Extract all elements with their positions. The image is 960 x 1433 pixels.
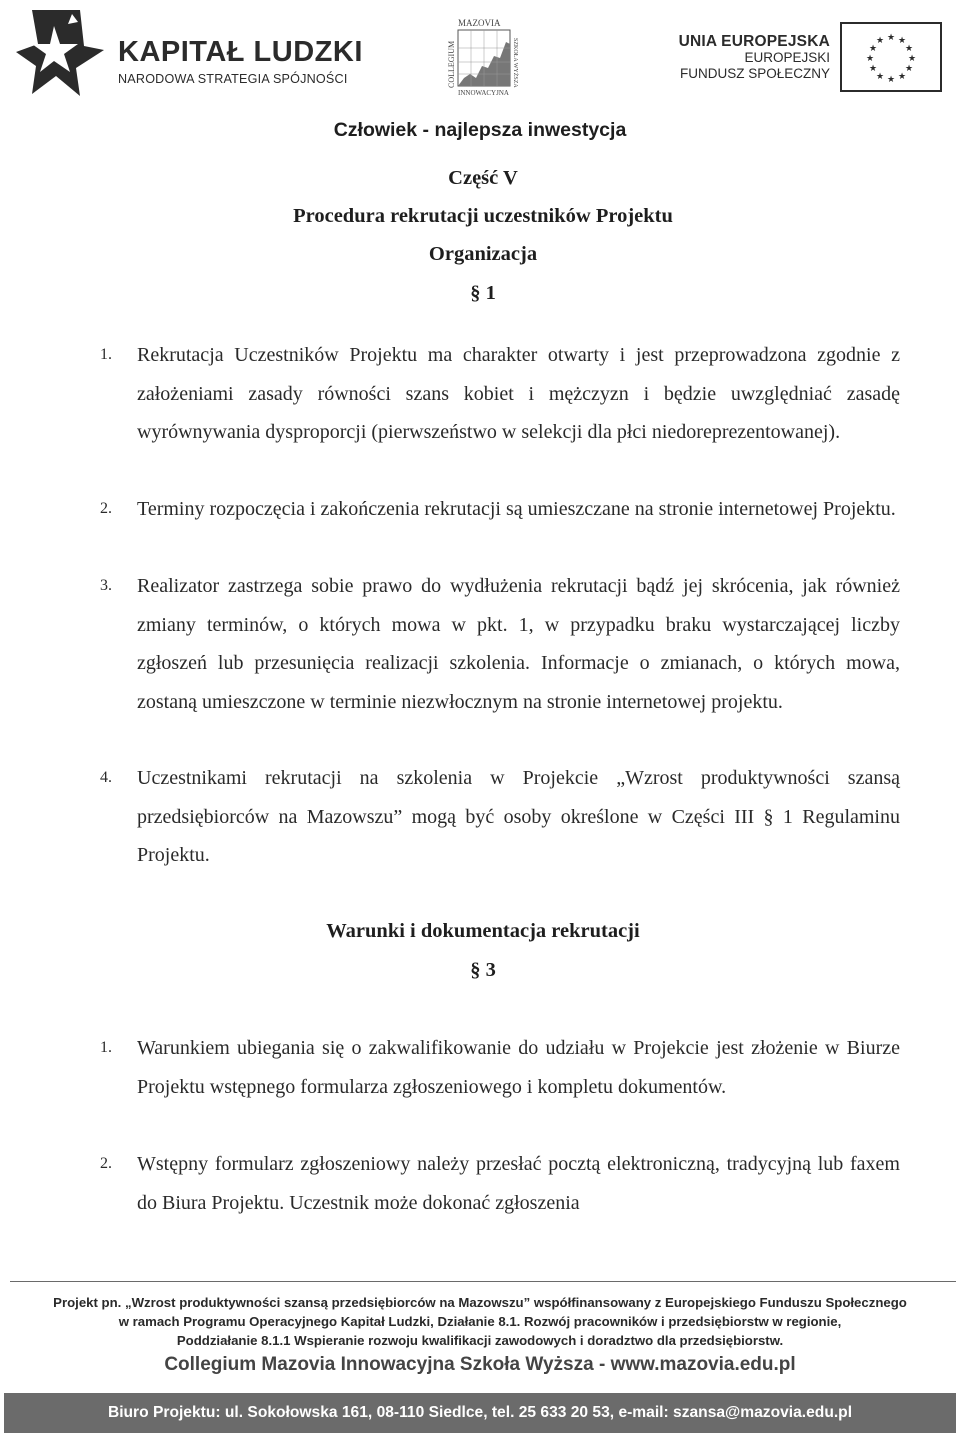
list-item (100, 1029, 900, 1106)
procedure-heading: Procedura rekrutacji uczestników Projektu (293, 205, 673, 227)
conditions-heading: Warunki i dokumentacja rekrutacji (326, 920, 640, 942)
organization-heading: Organizacja (428, 243, 538, 265)
list-item-text: Warunkiem ubiegania się o zakwalifikowanie do udziału w Projekcie jest złożenie w Biurze Projektu wstępnego formularza zgłoszeniowego i kompletu dokumentów. (137, 1037, 900, 1098)
list-item (100, 1145, 900, 1222)
svg-text:★: ★ (868, 64, 878, 74)
svg-text:★: ★ (907, 54, 917, 64)
svg-text:★: ★ (886, 75, 896, 85)
kapital-ludzki-title: KAPITAŁ LUDZKI (118, 36, 363, 68)
section-1-heading: § 1 (470, 282, 496, 304)
footer-line-1: Projekt pn. „Wzrost produktywności szansą przedsiębiorców na Mazowszu” współfinansowany z Europejskiego Funduszu Społecznego (53, 1295, 907, 1310)
list-item-number: 2. (100, 1155, 112, 1172)
eu-logo (678, 22, 946, 94)
svg-text:★: ★ (875, 36, 885, 46)
kapital-ludzki-subtitle: NARODOWA STRATEGIA SPÓJNOŚCI (118, 72, 348, 86)
list-item (100, 336, 900, 452)
svg-text:COLLEGIUM: COLLEGIUM (447, 40, 456, 88)
footer-office-bar: Biuro Projektu: ul. Sokołowska 161, 08-110 Siedlce, tel. 25 633 20 53, e-mail: szansa@mazovia.edu.pl (4, 1393, 956, 1433)
svg-text:★: ★ (865, 54, 875, 64)
list-item-number: 3. (100, 577, 112, 594)
svg-text:SZKOŁA WYŻSZA: SZKOŁA WYŻSZA (512, 38, 518, 88)
list-item-text: Rekrutacja Uczestników Projektu ma charakter otwarty i jest przeprowadzona zgodnie z założeniami zasady równości szans kobiet i mężczyzn i będzie uwzględniać zasadę wyrównywania dysproporcji (pierwszeństwo w selekcji dla płci niedoreprezentowanej). (137, 344, 900, 443)
svg-text:★: ★ (875, 72, 885, 82)
footer-divider (10, 1281, 956, 1282)
list-item (100, 759, 900, 875)
list-item-text: Realizator zastrzega sobie prawo do wydłużenia rekrutacji bądź jej skrócenia, jak również zmiany terminów, o których mowa w pkt. 1, w przypadku braku wystarczającej liczby zgłoszeń lub przesunięcia realizacji szkolenia. Informacje o zmianach, o których mowa, zostaną umieszczone w terminie niezwłocznym na stronie internetowej projektu. (137, 575, 900, 713)
collegium-mazovia-emblem-icon (444, 18, 524, 96)
list-item-number: 4. (100, 769, 112, 786)
list-item-number: 1. (100, 1039, 112, 1056)
footer-school: Collegium Mazovia Innowacyjna Szkoła Wyższa - www.mazovia.edu.pl (164, 1354, 796, 1375)
footer-line-3: Poddziałanie 8.1.1 Wspieranie rozwoju kwalifikacji zawodowych i doradztwo dla przedsiębiorstw. (176, 1333, 784, 1348)
eu-line-3: FUNDUSZ SPOŁECZNY (679, 66, 830, 81)
list-item (100, 567, 900, 721)
svg-text:★: ★ (904, 64, 914, 74)
collegium-mazovia-logo (444, 18, 524, 96)
svg-text:★: ★ (897, 36, 907, 46)
list-item-number: 2. (100, 500, 112, 517)
section-3-heading: § 3 (470, 959, 496, 981)
eu-line-1: UNIA EUROPEJSKA (678, 33, 830, 50)
svg-text:★: ★ (904, 44, 914, 54)
kapital-ludzki-emblem-icon (14, 6, 106, 98)
motto: Człowiek - najlepsza inwestycja (333, 119, 627, 141)
list-item-text: Terminy rozpoczęcia i zakończenia rekrutacji są umieszczane na stronie internetowej Projektu. (137, 498, 896, 520)
list-item-number: 1. (100, 346, 112, 363)
eu-flag-icon (840, 22, 942, 92)
kapital-ludzki-logo (14, 6, 363, 98)
svg-text:★: ★ (897, 72, 907, 82)
eu-line-2: EUROPEJSKI (744, 50, 830, 65)
list-item (100, 490, 900, 529)
svg-text:INNOWACYJNA: INNOWACYJNA (458, 89, 509, 96)
svg-text:★: ★ (868, 44, 878, 54)
list-item-text: Uczestnikami rekrutacji na szkolenia w Projekcie „Wzrost produktywności szansą przedsiębiorców na Mazowszu” mogą być osoby określone w Części III § 1 Regulaminu Projektu. (137, 767, 900, 866)
svg-text:MAZOVIA: MAZOVIA (458, 18, 501, 28)
footer-line-2: w ramach Programu Operacyjnego Kapitał Ludzki, Działanie 8.1. Rozwój pracowników i przedsiębiorstw w regionie, (118, 1314, 842, 1329)
svg-text:★: ★ (886, 33, 896, 43)
eu-text (679, 33, 830, 82)
part-heading: Część V (448, 167, 518, 189)
list-item-text: Wstępny formularz zgłoszeniowy należy przesłać pocztą elektroniczną, tradycyjną lub faxem do Biura Projektu. Uczestnik może dokonać zgłoszenia (137, 1153, 900, 1214)
footer-project-info (0, 1293, 960, 1350)
